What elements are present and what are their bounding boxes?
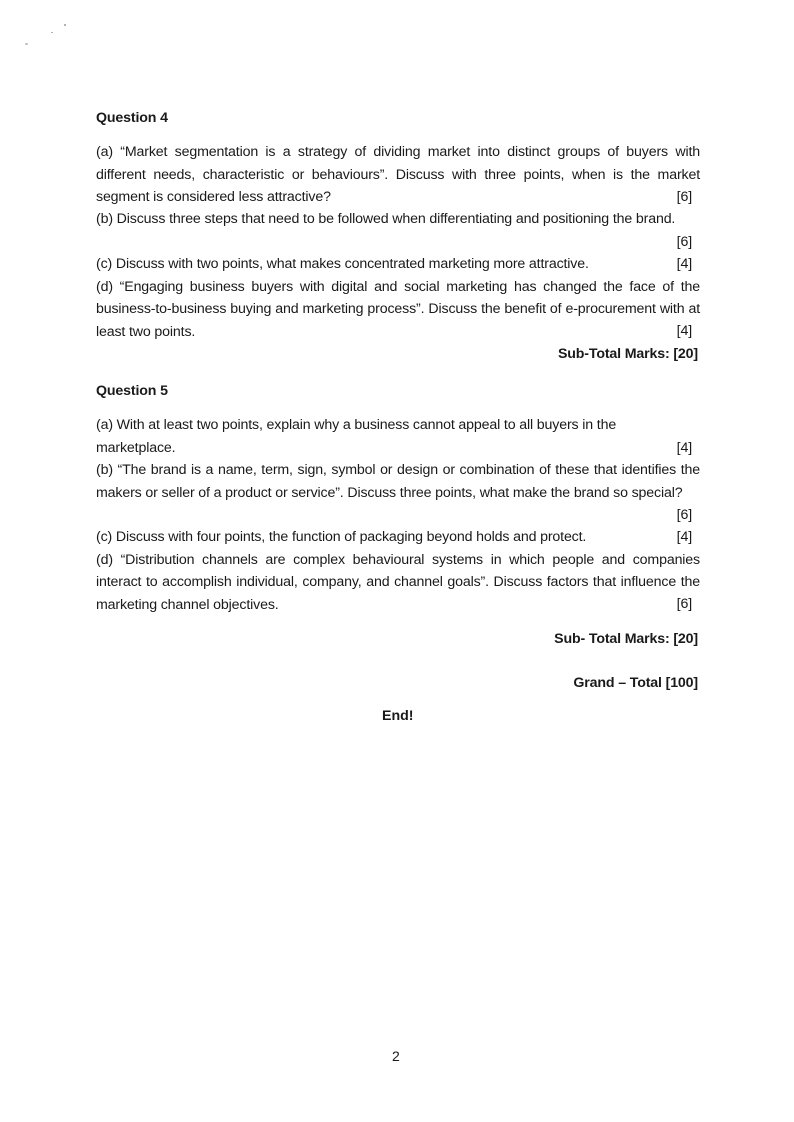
- question-text: (c) Discuss with two points, what makes concentrated marketing more attractive.: [96, 256, 589, 272]
- question-5d: [96, 549, 700, 616]
- question-text: (d) “Engaging business buyers with digital and social marketing has changed the face of the business-to-business buying and marketing process”. Discuss the benefit of e-procurement with at least two points.: [96, 278, 700, 340]
- question-text: (a) With at least two points, explain why a business cannot appeal to all buyers in the marketplace.: [96, 417, 617, 456]
- marks-label: [4]: [676, 323, 692, 339]
- question-4-heading: Question 4: [96, 110, 168, 126]
- question-4c: [96, 253, 700, 276]
- question-5-heading: Question 5: [96, 383, 168, 399]
- question-5a: [96, 414, 700, 459]
- question-5c: [96, 526, 700, 549]
- question-5-subtotal: Sub- Total Marks: [20]: [554, 630, 698, 647]
- question-text: (c) Discuss with four points, the function of packaging beyond holds and protect.: [96, 529, 587, 545]
- marks-label: [6]: [676, 596, 692, 612]
- marks-label: [6]: [676, 233, 692, 250]
- scan-speck: [64, 24, 66, 26]
- end-label: End!: [382, 708, 414, 724]
- grand-total: Grand – Total [100]: [573, 675, 698, 691]
- exam-content: [96, 107, 700, 695]
- question-4a: [96, 141, 700, 208]
- scan-speck: [51, 32, 53, 33]
- scan-speck: [25, 43, 28, 45]
- marks-label: [6]: [676, 506, 692, 523]
- question-4-subtotal: Sub-Total Marks: [20]: [557, 345, 698, 362]
- page-number: 2: [392, 1048, 400, 1064]
- question-5b: [96, 459, 700, 526]
- question-text: (a) “Market segmentation is a strategy of dividing market into distinct groups of buyers with different needs, characteristic or behaviours”. Discuss with three points, when is the market segment is considered less attractive?: [96, 144, 700, 205]
- question-4b: [96, 208, 700, 253]
- question-text: (d) “Distribution channels are complex behavioural systems in which people and companies interact to accomplish individual, company, and channel goals”. Discuss factors that influence the marketing channel objectives.: [96, 551, 700, 613]
- question-text: (b) “The brand is a name, term, sign, symbol or design or combination of these that identifies the makers or seller of a product or service”. Discuss three points, what make the brand so special?: [96, 462, 700, 501]
- marks-label: [4]: [676, 529, 692, 545]
- marks-label: [4]: [676, 256, 692, 272]
- question-text: (b) Discuss three steps that need to be followed when differentiating and positioning the brand.: [96, 211, 676, 227]
- question-4d: [96, 276, 700, 343]
- marks-label: [4]: [676, 439, 692, 456]
- marks-label: [6]: [676, 188, 692, 205]
